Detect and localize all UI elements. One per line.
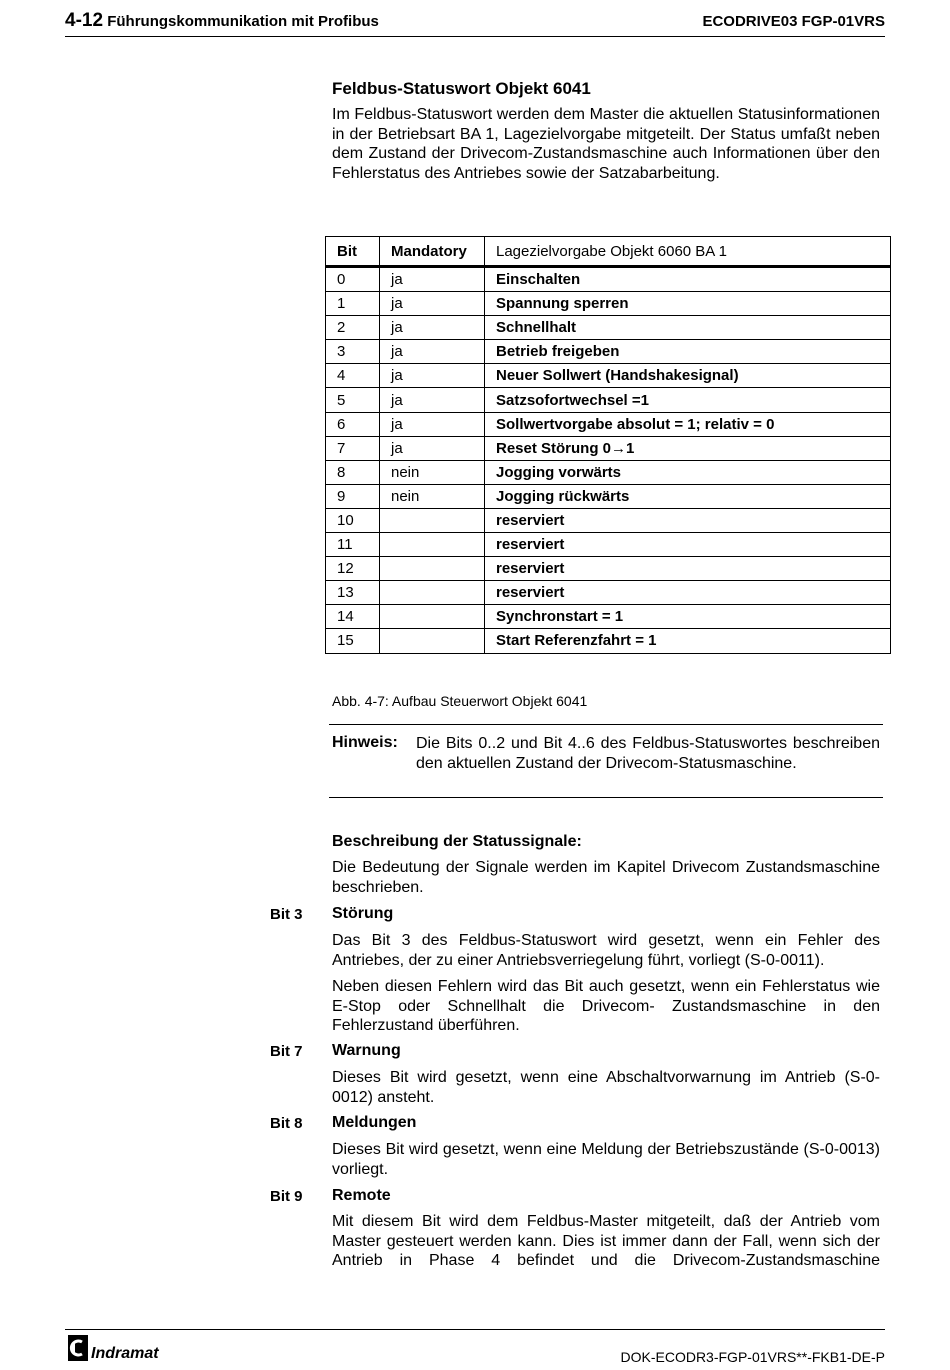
table-row [326,316,891,340]
table-row [326,605,891,629]
stoerung-paragraph-2: Neben diesen Fehlern wird das Bit auch gesetzt, wenn ein Fehlerstatus wie E-Stop oder Schnellhalt die Drivecom- Zustandsmaschine in den Fehlerzustand überführen. [332,978,880,1034]
mandatory-cell: ja [380,292,485,316]
function-cell: Sollwertvorgabe absolut = 1; relativ = 0 [485,412,891,436]
chapter-title: Führungskommunikation mit Profibus [107,13,379,30]
document-title: ECODRIVE03 FGP-01VRS [702,13,885,30]
description-heading: Beschreibung der Statussignale: [332,833,582,850]
function-cell: Satzsofortwechsel =1 [485,388,891,412]
mandatory-cell: ja [380,412,485,436]
header-left [65,10,379,32]
intro-paragraph: Im Feldbus-Statuswort werden dem Master die aktuellen Statusinformationen in der Betriebsart BA 1, Lagezielvorgabe mitgeteilt. Der Status umfaßt neben dem Zustand der Drivecom-Zustandsmaschine auch Informationen über den Fehlerstatus des Antriebes sowie der Satzabarbeitung. [332,106,880,182]
intro-block [332,105,880,183]
function-cell: Neuer Sollwert (Handshakesignal) [485,364,891,388]
side-label-bit-7: Bit 7 [270,1043,303,1060]
mandatory-cell: ja [380,436,485,460]
function-cell: Synchronstart = 1 [485,605,891,629]
mandatory-cell [380,629,485,653]
table-row [326,340,891,364]
table-row [326,436,891,460]
mandatory-cell [380,508,485,532]
item-title-remote: Remote [332,1187,391,1204]
section-title: Feldbus-Statuswort Objekt 6041 [332,79,591,98]
table-row [326,388,891,412]
item-paragraph [332,1212,880,1271]
mandatory-cell: ja [380,364,485,388]
mandatory-cell: nein [380,484,485,508]
side-label-bit-9: Bit 9 [270,1188,303,1205]
bit-number-cell: 7 [326,436,380,460]
function-cell: Betrieb freigeben [485,340,891,364]
bit-number-cell: 13 [326,581,380,605]
mandatory-cell: ja [380,316,485,340]
bit-number-cell: 14 [326,605,380,629]
mandatory-cell [380,581,485,605]
warnung-paragraph: Dieses Bit wird gesetzt, wenn eine Abschaltvorwarnung im Antrieb (S-0-0012) ansteht. [332,1069,880,1106]
bit-number-cell: 15 [326,629,380,653]
page-header [65,8,885,37]
note-text: Die Bits 0..2 und Bit 4..6 des Feldbus-Statuswortes beschreiben den aktuellen Zustand der Drivecom-Statusmaschine. [416,735,880,772]
function-cell: Start Referenzfahrt = 1 [485,629,891,653]
table-row [326,533,891,557]
item-paragraph [332,1140,880,1179]
bit-number-cell: 0 [326,267,380,292]
function-cell: Reset Störung 0→1 [485,436,891,460]
table-row [326,629,891,653]
footer-rule [65,1329,885,1330]
indramat-logo-icon [68,1335,88,1361]
mandatory-cell: nein [380,460,485,484]
note-label: Hinweis: [332,734,398,751]
bit-number-cell: 5 [326,388,380,412]
table-row [326,364,891,388]
mandatory-cell [380,557,485,581]
mandatory-cell: ja [380,267,485,292]
document-id: DOK-ECODR3-FGP-01VRS**-FKB1-DE-P [620,1349,885,1365]
mandatory-cell [380,533,485,557]
mandatory-cell: ja [380,388,485,412]
table-row [326,292,891,316]
side-label-bit-3: Bit 3 [270,906,303,923]
function-cell: Spannung sperren [485,292,891,316]
bit-number-cell: 12 [326,557,380,581]
table-row [326,581,891,605]
mandatory-cell [380,605,485,629]
table-row [326,484,891,508]
remote-paragraph: Mit diesem Bit wird dem Feldbus-Master mitgeteilt, daß der Antrieb vom Master gesteuert werden kann. Dies ist immer dann der Fall, wenn sich der Antrieb in Phase 4 befindet und die Drivecom-Zustandsmaschine [332,1213,880,1269]
note-box [329,724,883,798]
bit-number-cell: 11 [326,533,380,557]
item-title-warnung: Warnung [332,1042,401,1059]
side-label-bit-8: Bit 8 [270,1115,303,1132]
item-paragraph [332,931,880,970]
bit-number-cell: 10 [326,508,380,532]
bit-number-cell: 6 [326,412,380,436]
table-row [326,412,891,436]
function-cell: Jogging rückwärts [485,484,891,508]
bit-number-cell: 1 [326,292,380,316]
item-paragraph [332,1068,880,1107]
item-title-stoerung: Störung [332,905,394,922]
description-intro: Die Bedeutung der Signale werden im Kapitel Drivecom Zustandsmaschine beschrieben. [332,859,880,896]
bit-number-cell: 2 [326,316,380,340]
item-title-meldungen: Meldungen [332,1114,417,1131]
function-cell: reserviert [485,557,891,581]
function-cell: reserviert [485,581,891,605]
table-row [326,460,891,484]
page-number: 4-12 [65,10,104,31]
header-bit: Bit [326,237,380,267]
bit-number-cell: 4 [326,364,380,388]
header-mandatory: Mandatory [380,237,485,267]
bit-number-cell: 9 [326,484,380,508]
function-cell: reserviert [485,508,891,532]
function-cell: Einschalten [485,267,891,292]
item-paragraph [332,977,880,1036]
table-row [326,267,891,292]
logo-text: Indramat [91,1345,159,1362]
function-cell: reserviert [485,533,891,557]
status-bit-table-body [326,237,891,654]
table-header-row [326,237,891,267]
stoerung-paragraph-1: Das Bit 3 des Feldbus-Statuswort wird gesetzt, wenn ein Fehler des Antriebes, der zu einer Antriebsverriegelung führt, vorliegt (S-0-0011). [332,932,880,969]
table-row [326,557,891,581]
table-row [326,508,891,532]
bit-number-cell: 3 [326,340,380,364]
bit-number-cell: 8 [326,460,380,484]
mandatory-cell: ja [380,340,485,364]
figure-caption: Abb. 4-7: Aufbau Steuerwort Objekt 6041 [332,693,588,709]
function-cell: Jogging vorwärts [485,460,891,484]
description-intro-block [332,858,880,897]
function-cell: Schnellhalt [485,316,891,340]
status-bit-table [325,236,891,654]
header-function: Lagezielvorgabe Objekt 6060 BA 1 [485,237,891,267]
meldungen-paragraph: Dieses Bit wird gesetzt, wenn eine Meldung der Betriebszustände (S-0-0013) vorliegt. [332,1141,880,1178]
